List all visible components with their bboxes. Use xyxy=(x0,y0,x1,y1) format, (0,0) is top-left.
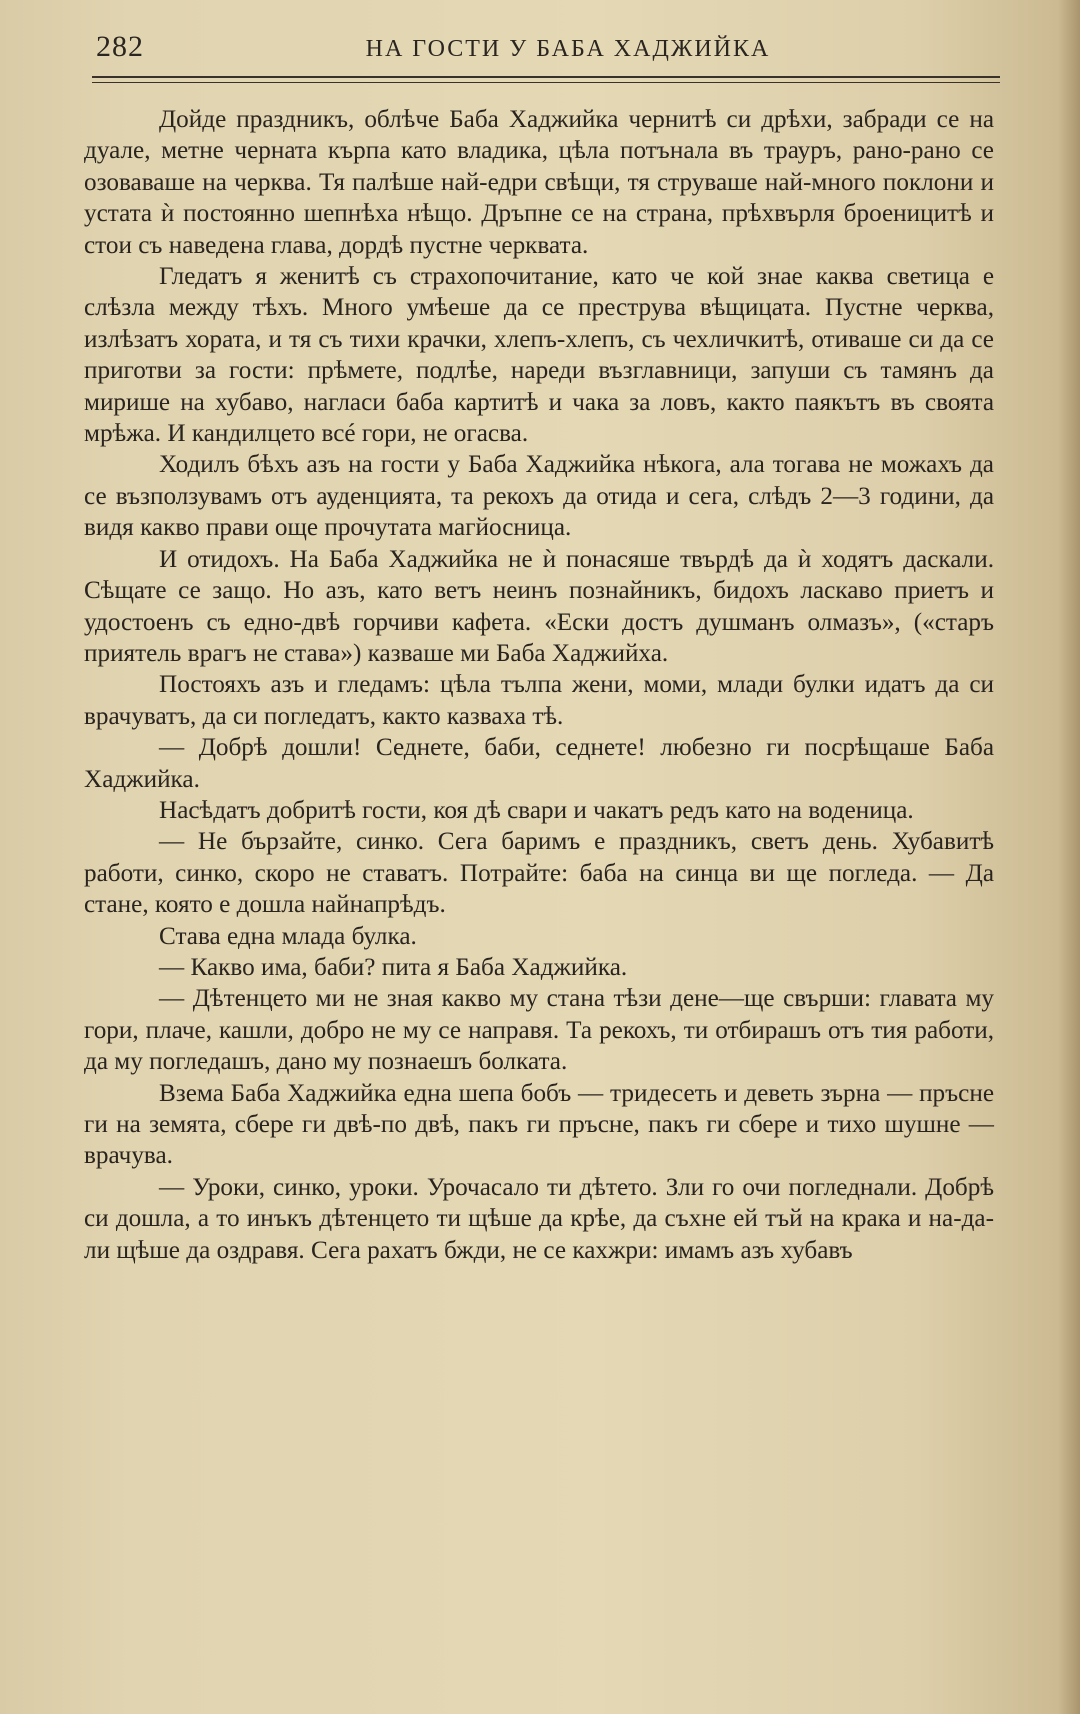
paragraph: Дойде праздникъ, облѣче Баба Хаджийка чернитѣ си дрѣхи, забради се на дуале, метне черната кърпа като владика, цѣла потънала въ трауръ, рано-рано се озоваваше на черква. Тя палѣше най-едри свѣщи, тя струваше най-много поклони и устата ѝ постоянно шепнѣха нѣщо. Дръпне се на страна, прѣхвърля броеницитѣ и стои съ наведена глава, дордѣ пустне черквата. xyxy=(84,106,994,259)
body-text xyxy=(84,104,994,1266)
paragraph: Насѣдатъ добритѣ гости, коя дѣ свари и чакатъ редъ като на воденица. xyxy=(159,796,914,824)
dialogue-line: — Уроки, синко, уроки. Урочасало ти дѣтето. Зли го очи погледнали. Добрѣ си дошла, а то инъкъ дѣтенцето ти щѣше да крѣе, да съхне ей тъй на крака и на-да-ли щѣше да оздравя. Сега рахатъ бжди, не се кахжри: имамъ азъ хубавъ xyxy=(84,1173,994,1264)
page-edge-shadow xyxy=(1058,0,1080,1714)
paragraph: Става една млада булка. xyxy=(159,922,417,950)
dialogue-line: — Какво има, баби? пита я Баба Хаджийка. xyxy=(159,953,628,981)
header-rule xyxy=(92,76,1000,83)
page-number: 282 xyxy=(96,30,144,63)
running-title: НА ГОСТИ У БАБА ХАДЖИЙКА xyxy=(365,36,771,62)
dialogue-line: — Дѣтенцето ми не зная какво му стана тѣзи дене—ще свърши: главата му гори, плаче, кашли, добро не му се направя. Та рекохъ, ти отбирашъ отъ тия работи, да му погледашъ, дано му познаешъ болката. xyxy=(84,985,994,1076)
paragraph: Взема Баба Хаджийка една шепа бобъ — тридесеть и деветь зърна — пръсне ги на земята, сбере ги двѣ-по двѣ, пакъ ги пръсне, пакъ ги сбере и тихо шушне — врачува. xyxy=(84,1079,994,1170)
dialogue-line: — Не бързайте, синко. Сега баримъ е праздникъ, светъ день. Хубавитѣ работи, синко, скоро не ставатъ. Потрайте: баба на синца ви ще погледа. — Да стане, която е дошла найнапрѣдъ. xyxy=(84,828,994,919)
dialogue-line: — Добрѣ дошли! Седнете, баби, седнете! любезно ги посрѣщаше Баба Хаджийка. xyxy=(84,734,994,793)
page-header xyxy=(90,26,1006,70)
paragraph: Гледатъ я женитѣ съ страхопочитание, като че кой знае каква светица е слѣзла между тѣхъ. Много умѣеше да се преструва вѣщицата. Пустне черква, излѣзатъ хората, и тя съ тихи крачки, хлепъ-хлепъ, съ чехличкитѣ, отиваше си да се приготви за гости: прѣмете, подлѣе, нареди възглавници, запуши съ тамянъ да мирише на хубаво, нагласи баба картитѣ и чака за ловъ, както паякътъ въ своята мрѣжа. И кандилцето всé гори, не огасва. xyxy=(84,263,994,448)
paragraph: И отидохъ. На Баба Хаджийка не ѝ понасяше твърдѣ да ѝ ходятъ даскали. Сѣщате се защо. Но азъ, като ветъ неинъ познайникъ, бидохъ ласкаво приетъ и удостоенъ съ едно-двѣ горчиви кафета. «Ески достъ душманъ олмазъ», («старъ приятель врагъ не става») казваше ми Баба Хаджийха. xyxy=(84,545,994,667)
paragraph: Постояхъ азъ и гледамъ: цѣла тълпа жени, моми, млади булки идатъ да си врачуватъ, да си погледатъ, както казваха тѣ. xyxy=(84,671,994,730)
paragraph: Ходилъ бѣхъ азъ на гости у Баба Хаджийка нѣкога, ала тогава не можахъ да се възползувамъ отъ ауденцията, та рекохъ да отида и сега, слѣдъ 2—3 години, да видя какво прави още прочутата магйосница. xyxy=(84,451,994,542)
